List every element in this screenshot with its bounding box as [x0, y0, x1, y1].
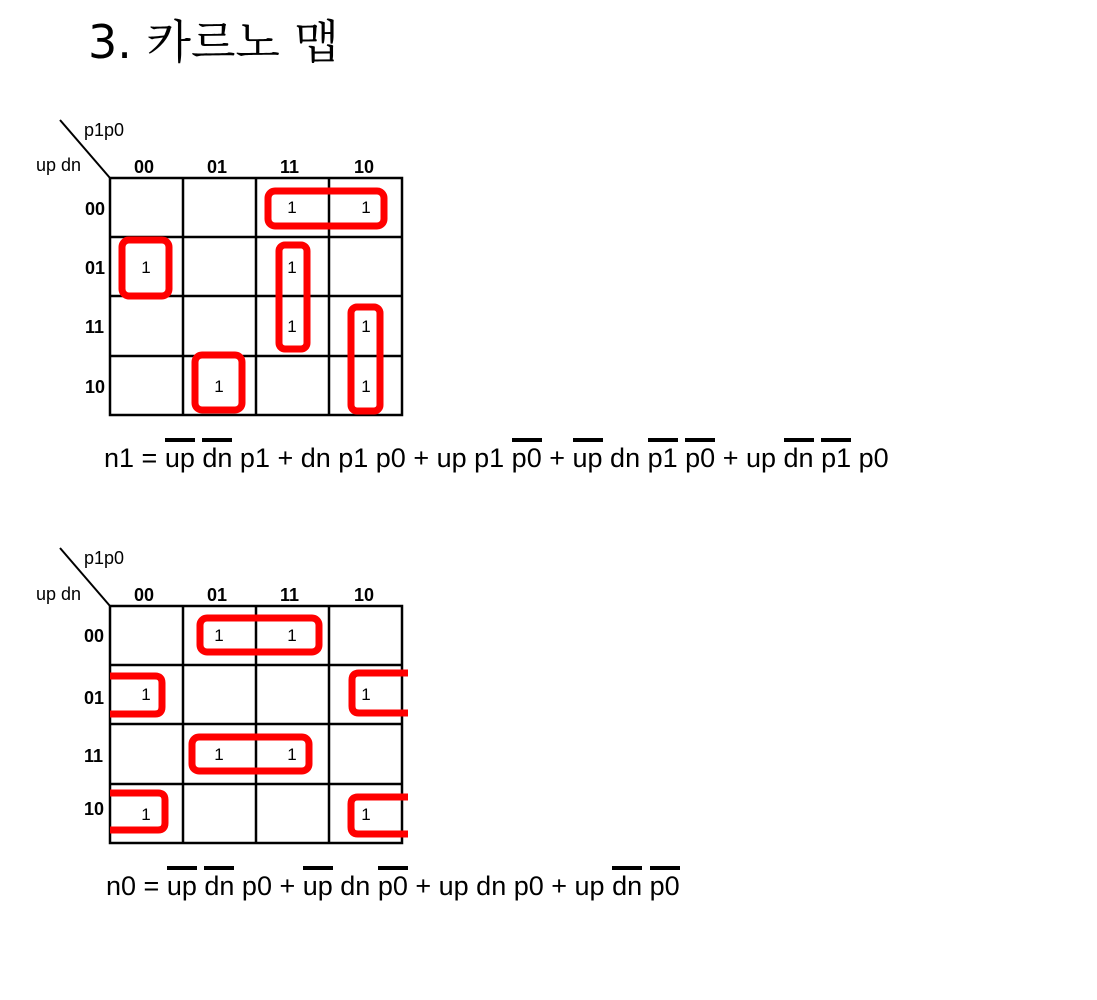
page-title: 3. 카르노 맵 — [88, 15, 339, 69]
negated-term: p0 — [512, 438, 542, 472]
equation-term: n1 = — [104, 443, 165, 473]
cell: 1 — [287, 258, 297, 277]
negated-term: p0 — [378, 866, 408, 900]
row-header: 00 — [84, 626, 105, 646]
cell: 1 — [214, 745, 224, 764]
corner-row-var: up dn — [36, 155, 82, 175]
equation-term: p0 — [851, 443, 889, 473]
col-header: 11 — [280, 157, 300, 177]
negated-term: p1 — [821, 438, 851, 472]
row-header: 10 — [84, 799, 105, 819]
col-header: 10 — [354, 157, 375, 177]
equation-term: dn — [602, 443, 648, 473]
cell: 1 — [287, 317, 297, 336]
cell: 1 — [287, 745, 297, 764]
equation-term: n0 = — [106, 871, 167, 901]
negated-term: up — [167, 866, 197, 900]
cell: 1 — [141, 805, 151, 824]
row-header: 11 — [84, 746, 104, 766]
row-header: 11 — [85, 317, 105, 337]
negated-term: p0 — [650, 866, 680, 900]
row-header: 10 — [85, 377, 106, 397]
cell: 1 — [361, 685, 371, 704]
equation-term — [642, 866, 650, 900]
cell: 1 — [361, 198, 371, 217]
cell: 1 — [361, 377, 371, 396]
cell: 1 — [141, 258, 151, 277]
cell: 1 — [361, 805, 371, 824]
negated-term: p0 — [685, 438, 715, 472]
cell: 1 — [141, 685, 151, 704]
negated-term: dn — [612, 866, 642, 900]
equation-term: + — [541, 443, 573, 473]
negated-term: up — [303, 866, 333, 900]
negated-term: up — [573, 438, 603, 472]
equation-term: + up — [715, 443, 784, 473]
cell: 1 — [214, 377, 224, 396]
negated-term: dn — [204, 866, 234, 900]
col-header: 00 — [134, 585, 155, 605]
row-header: 00 — [85, 199, 106, 219]
equation-term: p0 + — [234, 871, 303, 901]
equation-term: + up dn p0 + up — [407, 871, 613, 901]
corner-col-var: p1p0 — [84, 120, 125, 140]
equation-term: dn — [332, 871, 378, 901]
col-header: 01 — [207, 585, 228, 605]
cell: 1 — [361, 317, 371, 336]
equation-n0 — [106, 866, 680, 903]
negated-term: up — [165, 438, 195, 472]
col-header: 10 — [354, 585, 375, 605]
row-header: 01 — [85, 258, 106, 278]
cell: 1 — [287, 198, 297, 217]
negated-term: dn — [202, 438, 232, 472]
kmap-2-groupings — [110, 618, 408, 834]
col-header: 01 — [207, 157, 228, 177]
equation-term — [197, 866, 205, 900]
negated-term: p1 — [648, 438, 678, 472]
cell: 1 — [214, 626, 224, 645]
col-header: 11 — [280, 585, 300, 605]
cell: 1 — [287, 626, 297, 645]
row-header: 01 — [84, 688, 105, 708]
equation-term: p1 + dn p1 p0 + up p1 — [232, 443, 512, 473]
col-header: 00 — [134, 157, 155, 177]
corner-row-var: up dn — [36, 584, 82, 604]
negated-term: dn — [784, 438, 814, 472]
corner-col-var: p1p0 — [84, 548, 125, 568]
